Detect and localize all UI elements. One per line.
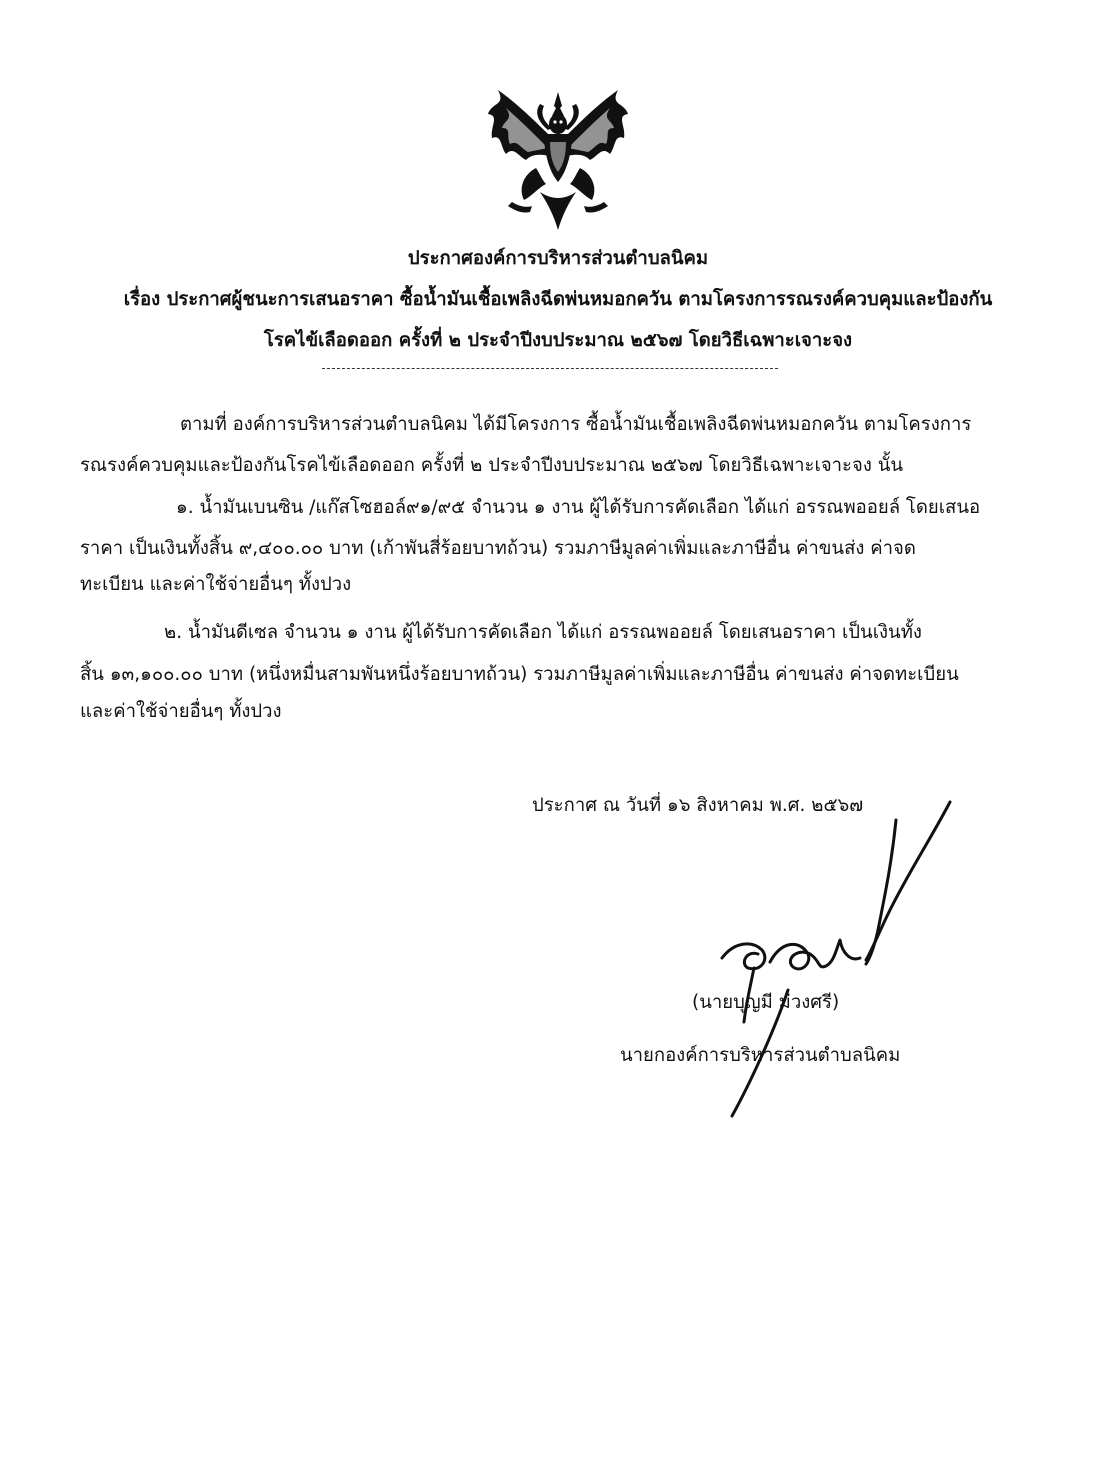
item-2-line-2: สิ้น ๑๓,๑๐๐.๐๐ บาท (หนึ่งหมื่นสามพันหนึ่งร้อยบาทถ้วน) รวมภาษีมูลค่าเพิ่มและภาษีอื่น ค่าขนส่ง ค่าจดทะเบียน	[80, 664, 959, 685]
item-2-line-1: ๒. น้ำมันดีเซล จำนวน ๑ งาน ผู้ได้รับการคัดเลือก ได้แก่ อรรณพออยล์ โดยเสนอราคา เป็นเงินทั้ง	[164, 622, 922, 643]
subject-line-2: โรคไข้เลือดออก ครั้งที่ ๒ ประจำปีงบประมาณ ๒๕๖๗ โดยวิธีเฉพาะเจาะจง	[263, 330, 853, 351]
item-2-line-3: และค่าใช้จ่ายอื่นๆ ทั้งปวง	[80, 701, 282, 722]
item-1-line-1: ๑. น้ำมันเบนซิน /แก๊สโซฮอล์๙๑/๙๕ จำนวน ๑ งาน ผู้ได้รับการคัดเลือก ได้แก่ อรรณพออยล์ โดยเสนอ	[176, 497, 981, 518]
separator-dashes	[322, 368, 778, 369]
intro-line-2: รณรงค์ควบคุมและป้องกันโรคไข้เลือดออก ครั้งที่ ๒ ประจำปีงบประมาณ ๒๕๖๗ โดยวิธีเฉพาะเจาะจง นั้น	[80, 455, 904, 476]
announcement-title: ประกาศองค์การบริหารส่วนตำบลนิคม	[407, 248, 709, 269]
announcement-date: ประกาศ ณ วันที่ ๑๖ สิงหาคม พ.ศ. ๒๕๖๗	[532, 795, 864, 816]
intro-line-1: ตามที่ องค์การบริหารส่วนตำบลนิคม ได้มีโครงการ ซื้อน้ำมันเชื้อเพลิงฉีดพ่นหมอกควัน ตามโครงการ	[180, 414, 972, 435]
garuda-emblem-icon	[478, 84, 638, 234]
subject-line-1: เรื่อง ประกาศผู้ชนะการเสนอราคา ซื้อน้ำมันเชื้อเพลิงฉีดพ่นหมอกควัน ตามโครงการรณรงค์ควบคุมและป้องกัน	[123, 289, 993, 310]
item-1-line-3: ทะเบียน และค่าใช้จ่ายอื่นๆ ทั้งปวง	[80, 574, 352, 595]
item-1-line-2: ราคา เป็นเงินทั้งสิ้น ๙,๔๐๐.๐๐ บาท (เก้าพันสี่ร้อยบาทถ้วน) รวมภาษีมูลค่าเพิ่มและภาษีอื่น ค่าขนส่ง ค่าจด	[80, 538, 916, 559]
signer-position: นายกองค์การบริหารส่วนตำบลนิคม	[620, 1045, 901, 1066]
signer-name: (นายบุญมี ม่วงศรี)	[692, 992, 840, 1013]
